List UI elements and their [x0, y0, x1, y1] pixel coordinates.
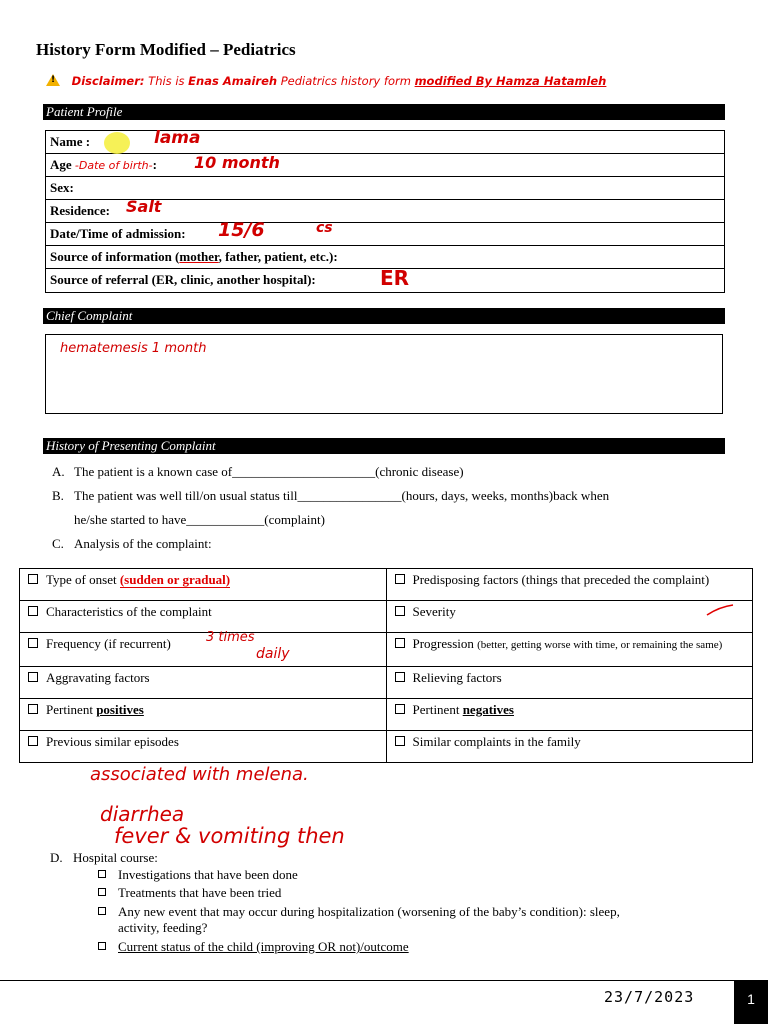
characteristics-label: Characteristics of the complaint [46, 604, 212, 619]
frequency-value-2[interactable]: daily [256, 646, 290, 662]
onset-options: (sudden or gradual) [119, 572, 231, 587]
referral-value[interactable]: ER [380, 266, 410, 290]
age-row [46, 154, 724, 177]
relieving-label: Relieving factors [412, 670, 502, 685]
list-item [98, 904, 620, 920]
residence-label: Residence: [50, 203, 110, 218]
previous-label: Previous similar episodes [46, 734, 179, 749]
disclaimer-modified: modified By Hamza Hatamleh [414, 74, 607, 88]
disclaimer [46, 74, 606, 88]
checkbox[interactable] [395, 736, 405, 746]
cell-severity[interactable] [386, 601, 753, 633]
checkbox[interactable] [28, 672, 38, 682]
age-label: Age [50, 157, 72, 172]
section-header-patient-profile: Patient Profile [43, 104, 725, 120]
cell-predisposing[interactable] [386, 569, 753, 601]
disclaimer-author: Enas Amaireh [188, 74, 278, 88]
residence-value[interactable]: Salt [126, 197, 162, 216]
negatives-label: negatives [462, 702, 514, 717]
pertinent-label: Pertinent [412, 702, 460, 717]
bullet-icon [98, 942, 106, 950]
admission-extra[interactable]: cs [316, 220, 333, 236]
item-text: Current status of the child (improving OR not)/outcome [118, 939, 409, 954]
source-suffix: , father, patient, etc.): [218, 249, 338, 264]
cell-negatives[interactable] [386, 699, 753, 731]
age-dob-label: -Date of birth- [74, 159, 153, 172]
item-text: Investigations that have been done [118, 867, 298, 882]
pertinent-label: Pertinent [46, 702, 93, 717]
family-label: Similar complaints in the family [412, 734, 581, 749]
item-text: Any new event that may occur during hospitalization (worsening of the baby’s condition): sleep, [118, 904, 620, 919]
severity-label: Severity [412, 604, 456, 619]
name-value[interactable]: lama [154, 128, 201, 148]
highlight-mark [104, 132, 130, 154]
warning-icon [46, 74, 60, 86]
onset-label: Type of onset [46, 572, 117, 587]
name-row [46, 128, 724, 154]
age-value[interactable]: 10 month [194, 153, 280, 172]
age-colon: : [152, 157, 157, 172]
checkbox[interactable] [395, 574, 405, 584]
cell-frequency[interactable] [20, 630, 387, 667]
table-row [20, 731, 753, 763]
source-prefix: Source of information ( [50, 249, 180, 264]
bullet-icon [98, 870, 106, 878]
predisposing-label: Predisposing factors (things that preceded the complaint) [412, 572, 710, 587]
name-label: Name : [50, 134, 91, 149]
list-item [98, 867, 298, 883]
hpc-c-text: Analysis of the complaint: [74, 536, 212, 551]
cell-aggravating[interactable] [20, 667, 387, 699]
bullet-icon [98, 888, 106, 896]
hpc-a-label: A. [52, 464, 65, 479]
footer-date: 23/7/2023 [604, 988, 695, 1006]
patient-profile-table [45, 130, 725, 293]
check-mark [703, 601, 737, 619]
referral-label: Source of referral (ER, clinic, another hospital): [50, 272, 316, 287]
hpc-b-text: The patient was well till/on usual status till________________(hours, days, weeks, months)back when [74, 488, 610, 503]
table-row [20, 601, 753, 633]
checkbox[interactable] [395, 606, 405, 616]
disclaimer-label: Disclaimer: [71, 74, 145, 88]
table-row [20, 699, 753, 731]
referral-row [46, 266, 724, 292]
cell-relieving[interactable] [386, 667, 753, 699]
section-header-hpc: History of Presenting Complaint [43, 438, 725, 454]
frequency-label: Frequency (if recurrent) [46, 636, 171, 651]
bullet-icon [98, 907, 106, 915]
checkbox[interactable] [28, 638, 38, 648]
cell-family[interactable] [386, 731, 753, 763]
checkbox[interactable] [28, 736, 38, 746]
note-associated[interactable]: associated with melena. [90, 764, 309, 785]
aggravating-label: Aggravating factors [46, 670, 150, 685]
disclaimer-text: This is [148, 74, 185, 88]
note-fever[interactable]: fever & vomiting then [114, 824, 345, 848]
list-item-continued: activity, feeding? [118, 920, 208, 935]
table-row [20, 667, 753, 699]
checkbox[interactable] [395, 704, 405, 714]
page-title: History Form Modified – Pediatrics [36, 40, 296, 59]
disclaimer-text-2: Pediatrics history form [280, 74, 411, 88]
admission-label: Date/Time of admission: [50, 226, 186, 241]
checkbox[interactable] [28, 704, 38, 714]
frequency-value-1[interactable]: 3 times [206, 630, 255, 645]
hpc-b-text-2: he/she started to have____________(complaint) [74, 512, 325, 527]
hospital-d-label: D. [50, 850, 63, 865]
hpc-b-label: B. [52, 488, 64, 503]
chief-complaint-value[interactable]: hematemesis 1 month [60, 341, 207, 356]
progression-hint: (better, getting worse with time, or remaining the same) [477, 639, 723, 651]
checkbox[interactable] [28, 574, 38, 584]
admission-value[interactable]: 15/6 [218, 219, 265, 241]
checkbox[interactable] [395, 672, 405, 682]
list-item [98, 939, 409, 955]
page-number: 1 [734, 981, 768, 1024]
progression-label: Progression [412, 636, 474, 651]
cell-onset[interactable] [20, 569, 387, 601]
item-text: Treatments that have been tried [118, 885, 282, 900]
cell-positives[interactable] [20, 699, 387, 731]
sex-label: Sex: [50, 180, 74, 195]
table-row [20, 569, 753, 601]
cell-previous[interactable] [20, 731, 387, 763]
footer-divider [0, 980, 768, 981]
list-item [98, 885, 281, 901]
positives-label: positives [96, 702, 144, 717]
cell-progression[interactable] [386, 633, 753, 667]
note-diarrhea[interactable]: diarrhea [100, 802, 185, 826]
residence-row [46, 197, 724, 223]
cell-characteristics[interactable] [20, 601, 387, 633]
hpc-a-text: The patient is a known case of______________________(chronic disease) [74, 464, 464, 479]
source-mother: mother [179, 249, 219, 264]
analysis-table [19, 568, 753, 763]
hpc-c-label: C. [52, 536, 64, 551]
checkbox[interactable] [28, 606, 38, 616]
admission-row [46, 219, 724, 246]
checkbox[interactable] [395, 638, 405, 648]
chief-complaint-box[interactable] [45, 334, 723, 414]
hospital-course-label: Hospital course: [73, 850, 158, 865]
section-header-chief-complaint: Chief Complaint [43, 308, 725, 324]
table-row [20, 633, 753, 667]
